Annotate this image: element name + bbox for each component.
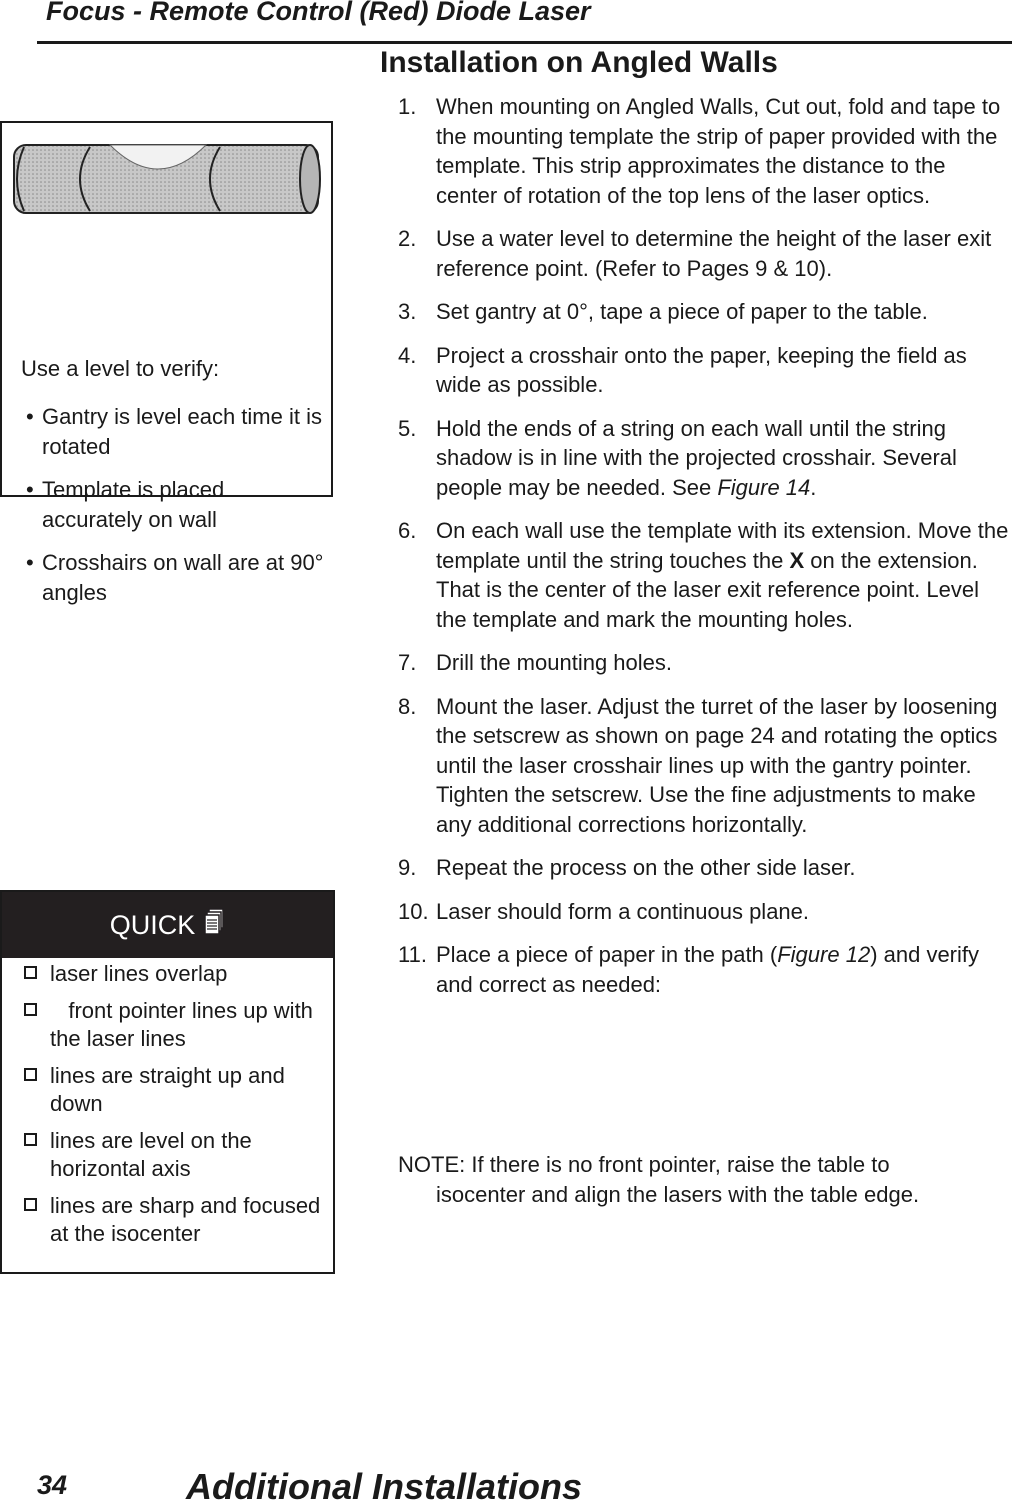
- list-item: • Gantry is level each time it is rotated: [26, 404, 322, 459]
- bullet-icon: •: [26, 404, 34, 429]
- step-number: 7.: [398, 650, 417, 675]
- step-number: 2.: [398, 226, 417, 251]
- step-number: 8.: [398, 693, 417, 719]
- note-label: NOTE:: [398, 1152, 466, 1177]
- step-text: Project a crosshair onto the paper, keeping the field as wide as possible.: [436, 342, 967, 397]
- checklist-item: lines are sharp and focused at the isocenter: [22, 1192, 322, 1249]
- verify-list: [26, 402, 326, 621]
- step-item: [398, 897, 1012, 927]
- page-header-title: Focus - Remote Control (Red) Diode Laser: [46, 0, 591, 26]
- quick-header: [2, 892, 333, 958]
- quick-checklist-box: [0, 890, 335, 1274]
- spirit-level-icon: [8, 141, 326, 217]
- checkbox[interactable]: [24, 966, 37, 979]
- step-number: 1.: [398, 94, 417, 119]
- step-item: [398, 853, 1012, 883]
- step-text: Laser should form a continuous plane.: [436, 898, 810, 924]
- step-item: [398, 297, 1012, 327]
- quick-title: QUICK: [109, 909, 196, 940]
- step-text: Repeat the process on the other side laser.: [436, 855, 856, 880]
- step-text: Drill the mounting holes.: [436, 650, 673, 675]
- note-line-2: isocenter and align the lasers with the table edge.: [436, 1181, 920, 1207]
- step-text: On each wall use the template with its extension. Move the template until the string touches the X on the extension. That is the center of the laser exit reference point. Level the template and mark the mounting holes.: [436, 518, 1009, 632]
- step-item: [398, 516, 1012, 634]
- step-text: When mounting on Angled Walls, Cut out, fold and tape to the mounting template the strip of paper provided with the template. This strip approximates the distance to the center of rotation of the top lens of the laser optics.: [436, 94, 1001, 208]
- bullet-icon: •: [26, 550, 34, 575]
- document-stack-icon: [203, 908, 225, 943]
- step-number: 9.: [398, 855, 417, 880]
- checkbox[interactable]: [24, 1003, 37, 1016]
- step-text: Set gantry at 0°, tape a piece of paper to the table.: [436, 299, 928, 324]
- step-number: 4.: [398, 342, 417, 368]
- step-text: Use a water level to determine the height of the laser exit reference point. (Refer to Pages 9 & 10).: [436, 226, 992, 281]
- level-caption: Use a level to verify:: [21, 356, 220, 381]
- level-tip-box: [0, 121, 333, 605]
- step-item: [398, 414, 1012, 503]
- step-number: 10.: [398, 898, 429, 924]
- step-text: Place a piece of paper in the path (Figure 12) and verify and correct as needed:: [436, 942, 980, 997]
- checkbox[interactable]: [24, 1068, 37, 1081]
- page-number: 34: [37, 1470, 68, 1500]
- section-title: Installation on Angled Walls: [380, 46, 778, 79]
- list-item: • Template is placed accurately on wall: [26, 477, 225, 532]
- list-item: • Crosshairs on wall are at 90° angles: [26, 550, 324, 605]
- checkbox[interactable]: [24, 1133, 37, 1146]
- checklist-item: front pointer lines up with the laser lines: [22, 997, 322, 1054]
- footer-section-title: Additional Installations: [186, 1466, 583, 1507]
- bullet-icon: •: [26, 477, 34, 502]
- x-mark-label: X: [789, 547, 805, 573]
- step-number: 11.: [398, 942, 427, 967]
- note-line-1: If there is no front pointer, raise the table to: [471, 1152, 890, 1177]
- note: [398, 1150, 998, 1209]
- figure-reference: Figure 12: [777, 942, 871, 967]
- step-text: Mount the laser. Adjust the turret of the laser by loosening the setscrew as shown on page 24 and rotating the optics until the laser crosshair lines up with the gantry pointer. Tighten the setscrew. Use the fine adjustments to make any additional corrections horizontally.: [436, 693, 998, 837]
- checklist-item: lines are level on the horizontal axis: [22, 1127, 322, 1184]
- step-item: [398, 648, 1012, 678]
- step-text: Hold the ends of a string on each wall until the string shadow is in line with the projected crosshair. Several people may be needed. See Figure 14.: [436, 415, 957, 500]
- step-item: [398, 92, 1012, 210]
- figure-reference: Figure 14: [717, 474, 811, 500]
- step-number: 5.: [398, 415, 417, 441]
- checkbox[interactable]: [24, 1198, 37, 1211]
- step-item: [398, 341, 1012, 400]
- step-item: [398, 224, 1012, 283]
- step-item: [398, 940, 1012, 999]
- quick-check-list: [22, 960, 322, 1257]
- checklist-item: lines are straight up and down: [22, 1062, 322, 1119]
- checklist-item: laser lines overlap: [22, 960, 322, 989]
- step-number: 3.: [398, 299, 417, 324]
- step-number: 6.: [398, 518, 417, 543]
- header-divider: [37, 41, 1012, 44]
- installation-steps: [398, 92, 1012, 1013]
- step-item: [398, 692, 1012, 840]
